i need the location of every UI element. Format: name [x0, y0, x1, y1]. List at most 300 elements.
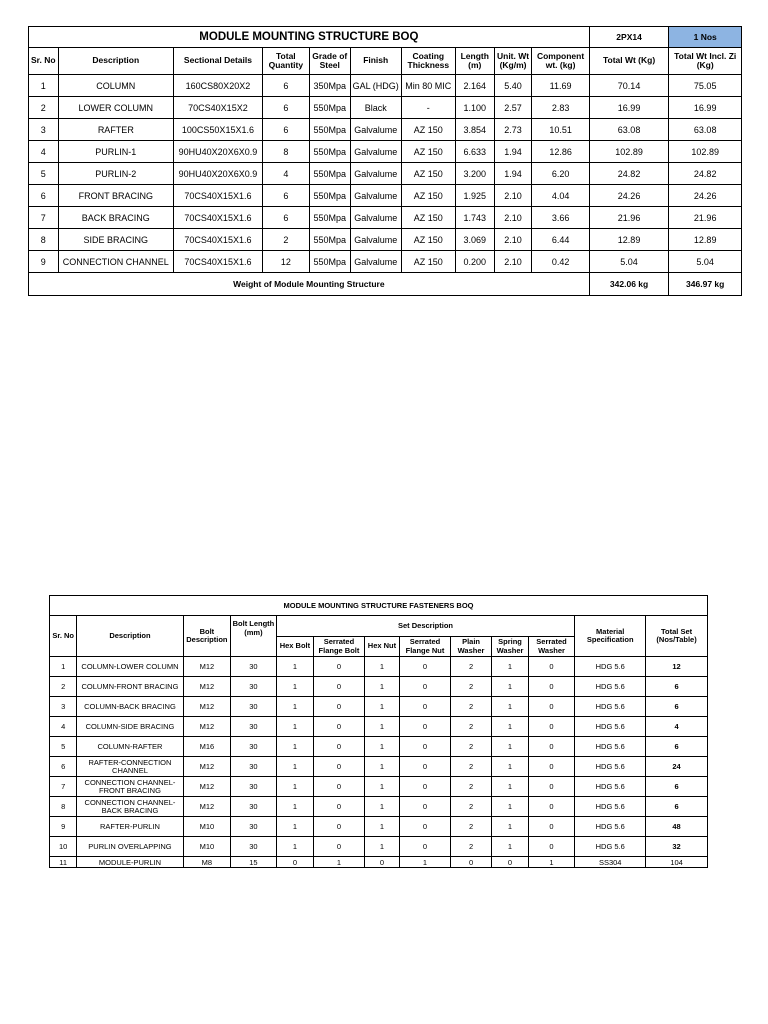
col-header: Bolt Length (mm) [231, 616, 277, 657]
table-cell: HDG 5.6 [575, 777, 646, 797]
table-cell: 70CS40X15X1.6 [174, 207, 263, 229]
table-cell: 0 [314, 717, 365, 737]
col-header: Serrated Flange Bolt [314, 637, 365, 657]
table-cell: 0 [400, 837, 451, 857]
table-cell: 8 [262, 141, 309, 163]
table-cell: 7 [50, 777, 77, 797]
col-header: Material Specification [575, 616, 646, 657]
table-cell: 30 [231, 697, 277, 717]
table-cell: 5.04 [589, 251, 669, 273]
table-cell: M12 [183, 757, 231, 777]
col-header: Coating Thickness [401, 48, 455, 75]
table-cell: 1 [276, 677, 313, 697]
table-cell: 30 [231, 777, 277, 797]
table-cell: 24.82 [669, 163, 742, 185]
table-cell: 0 [528, 837, 575, 857]
table-cell: 1.925 [455, 185, 494, 207]
table-cell: 1 [364, 797, 399, 817]
table-cell: 1 [276, 797, 313, 817]
table-cell: 0 [314, 737, 365, 757]
table-cell: 70CS40X15X1.6 [174, 185, 263, 207]
table-cell: 2 [450, 697, 492, 717]
fasteners-boq-body [50, 657, 708, 868]
table-cell: 2 [50, 677, 77, 697]
table-cell: M12 [183, 797, 231, 817]
table-cell: 1 [276, 657, 313, 677]
table-cell: 1 [276, 737, 313, 757]
table-cell: 0 [400, 757, 451, 777]
table-cell: 1.94 [494, 141, 532, 163]
table-cell: 1.100 [455, 97, 494, 119]
table-cell: 2 [29, 97, 59, 119]
table-row [50, 757, 708, 777]
table-cell: 6 [262, 119, 309, 141]
table-cell: 0 [528, 697, 575, 717]
table-cell: 70CS40X15X1.6 [174, 251, 263, 273]
col-header: Total Wt (Kg) [589, 48, 669, 75]
table-cell: 12 [646, 657, 708, 677]
table-cell: 1 [29, 75, 59, 97]
table-cell: 1 [364, 777, 399, 797]
table-cell: Galvalume [350, 185, 401, 207]
table-cell: M12 [183, 777, 231, 797]
table-cell: 5 [29, 163, 59, 185]
table-cell: HDG 5.6 [575, 817, 646, 837]
table-row [29, 163, 742, 185]
table-cell: 3.66 [532, 207, 589, 229]
table-cell: COLUMN-RAFTER [77, 737, 183, 757]
table-cell: 1 [492, 777, 528, 797]
table-cell: PURLIN-2 [58, 163, 173, 185]
table-cell: RAFTER-PURLIN [77, 817, 183, 837]
table-cell: SIDE BRACING [58, 229, 173, 251]
table-cell: 550Mpa [309, 141, 350, 163]
col-header: Unit. Wt (Kg/m) [494, 48, 532, 75]
structure-boq-body [29, 75, 742, 273]
table-cell: 30 [231, 797, 277, 817]
table-cell: CONNECTION CHANNEL [58, 251, 173, 273]
table-cell: HDG 5.6 [575, 757, 646, 777]
table-cell: CONNECTION CHANNEL-FRONT BRACING [77, 777, 183, 797]
table-cell: 1 [276, 717, 313, 737]
table-cell: 0 [528, 717, 575, 737]
table-row [50, 657, 708, 677]
table-cell: 2.164 [455, 75, 494, 97]
table-cell: 32 [646, 837, 708, 857]
table-cell: 24.26 [589, 185, 669, 207]
table-cell: 2 [450, 837, 492, 857]
table-cell: 63.08 [589, 119, 669, 141]
table-cell: COLUMN-SIDE BRACING [77, 717, 183, 737]
table-cell: 2 [450, 797, 492, 817]
table-cell: HDG 5.6 [575, 737, 646, 757]
table-cell: 6.44 [532, 229, 589, 251]
table-cell: 2.10 [494, 251, 532, 273]
table-cell: Galvalume [350, 229, 401, 251]
table-cell: 9 [50, 817, 77, 837]
table-cell: 1 [492, 717, 528, 737]
table-cell: 70CS40X15X2 [174, 97, 263, 119]
table-cell: HDG 5.6 [575, 657, 646, 677]
table-cell: AZ 150 [401, 251, 455, 273]
table-cell: 1 [364, 837, 399, 857]
table-row [29, 207, 742, 229]
table-cell: 0.200 [455, 251, 494, 273]
table-cell: 550Mpa [309, 163, 350, 185]
table-cell: 6 [262, 75, 309, 97]
table-cell: 24.26 [669, 185, 742, 207]
table-cell: 160CS80X20X2 [174, 75, 263, 97]
table-row [50, 697, 708, 717]
table-cell: 3 [50, 697, 77, 717]
table-cell: M16 [183, 737, 231, 757]
config-tag: 2PX14 [589, 27, 669, 48]
table-row [50, 857, 708, 868]
table-cell: 0 [400, 737, 451, 757]
table-cell: 63.08 [669, 119, 742, 141]
table-cell: 3.854 [455, 119, 494, 141]
table-cell: 5.04 [669, 251, 742, 273]
table-cell: PURLIN-1 [58, 141, 173, 163]
table-cell: 100CS50X15X1.6 [174, 119, 263, 141]
table-cell: 0 [400, 717, 451, 737]
table-cell: 0 [400, 657, 451, 677]
col-header: Serrated Flange Nut [400, 637, 451, 657]
col-header: Spring Washer [492, 637, 528, 657]
structure-boq-header-row [29, 48, 742, 75]
col-header: Component wt. (kg) [532, 48, 589, 75]
table-cell: 6 [646, 697, 708, 717]
table-cell: 5.40 [494, 75, 532, 97]
table-cell: 8 [29, 229, 59, 251]
table-cell: 102.89 [589, 141, 669, 163]
table-cell: 550Mpa [309, 97, 350, 119]
table-cell: - [401, 97, 455, 119]
table-cell: 6.633 [455, 141, 494, 163]
table-cell: 6 [646, 677, 708, 697]
table-cell: 0 [450, 857, 492, 868]
table-cell: 24.82 [589, 163, 669, 185]
table-cell: AZ 150 [401, 185, 455, 207]
table-cell: HDG 5.6 [575, 697, 646, 717]
fasteners-boq-title: MODULE MOUNTING STRUCTURE FASTENERS BOQ [50, 596, 708, 616]
table-cell: 30 [231, 657, 277, 677]
total-weight-incl-zinc: 346.97 kg [669, 273, 742, 296]
table-cell: 2 [450, 717, 492, 737]
table-cell: 12.86 [532, 141, 589, 163]
total-label: Weight of Module Mounting Structure [29, 273, 590, 296]
col-header: Grade of Steel [309, 48, 350, 75]
table-row [50, 737, 708, 757]
col-header: Total Quantity [262, 48, 309, 75]
table-cell: 104 [646, 857, 708, 868]
table-cell: 2.83 [532, 97, 589, 119]
table-cell: 0 [528, 657, 575, 677]
table-cell: HDG 5.6 [575, 717, 646, 737]
table-cell: 0 [528, 797, 575, 817]
table-cell: 1 [492, 697, 528, 717]
table-cell: 6 [29, 185, 59, 207]
table-row [29, 97, 742, 119]
table-cell: COLUMN [58, 75, 173, 97]
table-cell: HDG 5.6 [575, 677, 646, 697]
table-cell: 4 [29, 141, 59, 163]
table-cell: 4 [646, 717, 708, 737]
table-cell: 1 [364, 657, 399, 677]
table-cell: COLUMN-LOWER COLUMN [77, 657, 183, 677]
table-cell: 1 [492, 657, 528, 677]
table-cell: 0.42 [532, 251, 589, 273]
table-cell: 1 [364, 677, 399, 697]
table-cell: 1 [492, 737, 528, 757]
table-cell: 4 [50, 717, 77, 737]
table-cell: 102.89 [669, 141, 742, 163]
table-cell: 0 [400, 777, 451, 797]
col-header: Length (m) [455, 48, 494, 75]
table-cell: 6 [262, 97, 309, 119]
table-cell: RAFTER-CONNECTION CHANNEL [77, 757, 183, 777]
table-cell: Galvalume [350, 251, 401, 273]
table-cell: Galvalume [350, 119, 401, 141]
table-cell: M10 [183, 837, 231, 857]
table-cell: 3 [29, 119, 59, 141]
table-cell: 0 [528, 757, 575, 777]
table-cell: 5 [50, 737, 77, 757]
table-cell: HDG 5.6 [575, 797, 646, 817]
table-cell: 1 [276, 837, 313, 857]
table-cell: 1 [400, 857, 451, 868]
table-cell: 6 [646, 797, 708, 817]
table-cell: 70CS40X15X1.6 [174, 229, 263, 251]
table-cell: 1 [276, 817, 313, 837]
table-cell: 90HU40X20X6X0.9 [174, 141, 263, 163]
table-cell: Galvalume [350, 207, 401, 229]
table-cell: SS304 [575, 857, 646, 868]
table-row [29, 75, 742, 97]
col-header: Description [77, 616, 183, 657]
table-cell: 2 [450, 677, 492, 697]
table-cell: MODULE-PURLIN [77, 857, 183, 868]
table-cell: LOWER COLUMN [58, 97, 173, 119]
table-cell: 550Mpa [309, 229, 350, 251]
table-cell: 30 [231, 817, 277, 837]
table-cell: 1 [276, 757, 313, 777]
col-header: Sr. No [50, 616, 77, 657]
table-cell: 0 [528, 737, 575, 757]
table-cell: 1 [528, 857, 575, 868]
table-cell: 1 [364, 697, 399, 717]
table-cell: AZ 150 [401, 119, 455, 141]
table-cell: M12 [183, 657, 231, 677]
table-cell: 11.69 [532, 75, 589, 97]
table-cell: PURLIN OVERLAPPING [77, 837, 183, 857]
table-row [50, 777, 708, 797]
table-cell: COLUMN-FRONT BRACING [77, 677, 183, 697]
table-cell: M12 [183, 697, 231, 717]
table-cell: 70.14 [589, 75, 669, 97]
table-cell: 12.89 [589, 229, 669, 251]
table-cell: 0 [314, 697, 365, 717]
table-cell: RAFTER [58, 119, 173, 141]
table-cell: 6.20 [532, 163, 589, 185]
table-cell: 1 [364, 817, 399, 837]
table-cell: M10 [183, 817, 231, 837]
table-row [50, 817, 708, 837]
table-cell: AZ 150 [401, 141, 455, 163]
table-cell: 1.94 [494, 163, 532, 185]
table-cell: 10.51 [532, 119, 589, 141]
table-cell: 550Mpa [309, 119, 350, 141]
table-cell: 0 [364, 857, 399, 868]
table-cell: 48 [646, 817, 708, 837]
table-cell: 0 [400, 797, 451, 817]
table-cell: 21.96 [669, 207, 742, 229]
table-row [50, 837, 708, 857]
col-header: Serrated Washer [528, 637, 575, 657]
table-cell: 0 [400, 677, 451, 697]
table-cell: 550Mpa [309, 251, 350, 273]
table-cell: 8 [50, 797, 77, 817]
table-cell: 2 [450, 657, 492, 677]
table-cell: 0 [314, 657, 365, 677]
table-cell: 4.04 [532, 185, 589, 207]
table-cell: 1 [314, 857, 365, 868]
table-row [29, 119, 742, 141]
table-cell: 0 [314, 757, 365, 777]
table-cell: 1 [492, 757, 528, 777]
structure-boq-table [28, 26, 742, 296]
table-cell: 0 [400, 817, 451, 837]
table-cell: 1 [492, 817, 528, 837]
col-header: Finish [350, 48, 401, 75]
total-weight: 342.06 kg [589, 273, 669, 296]
table-cell: Black [350, 97, 401, 119]
table-cell: 30 [231, 757, 277, 777]
col-header: Total Set (Nos/Table) [646, 616, 708, 657]
table-cell: 1 [50, 657, 77, 677]
table-cell: COLUMN-BACK BRACING [77, 697, 183, 717]
table-cell: 1 [276, 777, 313, 797]
set-description-header: Set Description [276, 616, 575, 637]
table-cell: 2 [450, 737, 492, 757]
structure-total-row [29, 273, 742, 296]
col-header: Bolt Description [183, 616, 231, 657]
col-header: Total Wt Incl. Zi (Kg) [669, 48, 742, 75]
table-cell: FRONT BRACING [58, 185, 173, 207]
table-cell: M12 [183, 677, 231, 697]
table-cell: 0 [314, 677, 365, 697]
table-cell: CONNECTION CHANNEL-BACK BRACING [77, 797, 183, 817]
table-cell: 6 [262, 185, 309, 207]
table-cell: 2.57 [494, 97, 532, 119]
table-cell: 0 [314, 817, 365, 837]
table-cell: 0 [492, 857, 528, 868]
table-cell: 1 [492, 677, 528, 697]
table-cell: AZ 150 [401, 229, 455, 251]
col-header: Hex Bolt [276, 637, 313, 657]
table-cell: 11 [50, 857, 77, 868]
table-cell: 3.200 [455, 163, 494, 185]
table-cell: 0 [528, 777, 575, 797]
col-header: Hex Nut [364, 637, 399, 657]
table-row [29, 185, 742, 207]
table-cell: 1 [492, 797, 528, 817]
table-cell: 24 [646, 757, 708, 777]
structure-boq-title: MODULE MOUNTING STRUCTURE BOQ [29, 27, 590, 48]
table-row [50, 677, 708, 697]
table-cell: 15 [231, 857, 277, 868]
col-header: Sr. No [29, 48, 59, 75]
fasteners-boq-table [49, 595, 708, 868]
table-cell: 2 [262, 229, 309, 251]
table-cell: 1 [364, 737, 399, 757]
table-cell: 550Mpa [309, 185, 350, 207]
table-cell: 1.743 [455, 207, 494, 229]
table-cell: 2 [450, 817, 492, 837]
table-cell: 30 [231, 717, 277, 737]
table-cell: 6 [646, 737, 708, 757]
table-cell: 9 [29, 251, 59, 273]
table-row [29, 141, 742, 163]
table-cell: 16.99 [589, 97, 669, 119]
table-cell: 0 [528, 677, 575, 697]
table-cell: 6 [50, 757, 77, 777]
table-cell: 2.73 [494, 119, 532, 141]
table-cell: 4 [262, 163, 309, 185]
col-header: Plain Washer [450, 637, 492, 657]
table-cell: 1 [276, 697, 313, 717]
table-cell: 21.96 [589, 207, 669, 229]
table-cell: 30 [231, 837, 277, 857]
table-cell: 0 [276, 857, 313, 868]
table-cell: 30 [231, 737, 277, 757]
table-cell: 6 [646, 777, 708, 797]
table-cell: 2 [450, 777, 492, 797]
table-cell: 7 [29, 207, 59, 229]
table-cell: 1 [364, 757, 399, 777]
table-cell: 1 [364, 717, 399, 737]
table-cell: 550Mpa [309, 207, 350, 229]
table-row [29, 251, 742, 273]
table-cell: 2.10 [494, 229, 532, 251]
table-cell: GAL (HDG) [350, 75, 401, 97]
table-cell: 16.99 [669, 97, 742, 119]
table-cell: AZ 150 [401, 163, 455, 185]
qty-tag: 1 Nos [669, 27, 742, 48]
table-cell: 0 [314, 777, 365, 797]
table-row [50, 717, 708, 737]
table-cell: HDG 5.6 [575, 837, 646, 857]
col-header: Description [58, 48, 173, 75]
table-cell: 3.069 [455, 229, 494, 251]
table-cell: 0 [528, 817, 575, 837]
table-cell: 10 [50, 837, 77, 857]
table-cell: 75.05 [669, 75, 742, 97]
table-row [29, 229, 742, 251]
table-cell: 12.89 [669, 229, 742, 251]
table-cell: BACK BRACING [58, 207, 173, 229]
col-header: Sectional Details [174, 48, 263, 75]
table-cell: 0 [314, 837, 365, 857]
table-cell: 350Mpa [309, 75, 350, 97]
table-cell: 12 [262, 251, 309, 273]
table-cell: M12 [183, 717, 231, 737]
table-cell: AZ 150 [401, 207, 455, 229]
table-cell: Galvalume [350, 141, 401, 163]
table-cell: 90HU40X20X6X0.9 [174, 163, 263, 185]
table-cell: M8 [183, 857, 231, 868]
table-cell: Galvalume [350, 163, 401, 185]
